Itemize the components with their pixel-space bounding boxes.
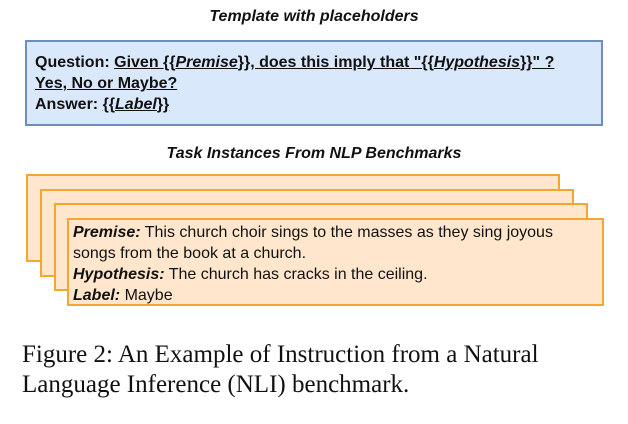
premise-label: Premise: [73,224,141,241]
instances-heading: Task Instances From NLP Benchmarks [166,145,462,162]
question-part-2: }}, does this imply that "{{ [237,54,434,71]
question-part-1: Given {{ [114,54,176,71]
hypothesis-placeholder: Hypothesis [433,54,521,71]
label-placeholder: Label [115,96,157,113]
template-question [35,52,593,73]
question-label: Question: [35,54,110,71]
premise-line [73,222,596,264]
answer-part-2: }} [156,96,170,113]
question-text [114,54,554,71]
template-box [25,40,603,126]
hypothesis-label: Hypothesis: [73,266,165,283]
question-options: Yes, No or Maybe? [35,75,178,92]
hypothesis-line [73,264,596,285]
label-label: Label: [73,287,121,304]
premise-text: This church choir sings to the masses as they sing joyous songs from the book at a church. [73,224,553,262]
label-line [73,285,596,306]
label-text: Maybe [124,287,173,304]
template-heading: Template with placeholders [209,8,419,25]
answer-label: Answer: [35,96,99,113]
template-answer [35,94,593,115]
instance-card-front [67,218,604,306]
hypothesis-text: The church has cracks in the ceiling. [168,266,428,283]
premise-placeholder: Premise [175,54,238,71]
figure-caption: Figure 2: An Example of Instruction from a Natural Language Inference (NLI) benchmark. [22,341,539,398]
answer-text [103,96,170,113]
answer-part-1: {{ [102,96,116,113]
question-part-3: }}" ? [520,54,555,71]
